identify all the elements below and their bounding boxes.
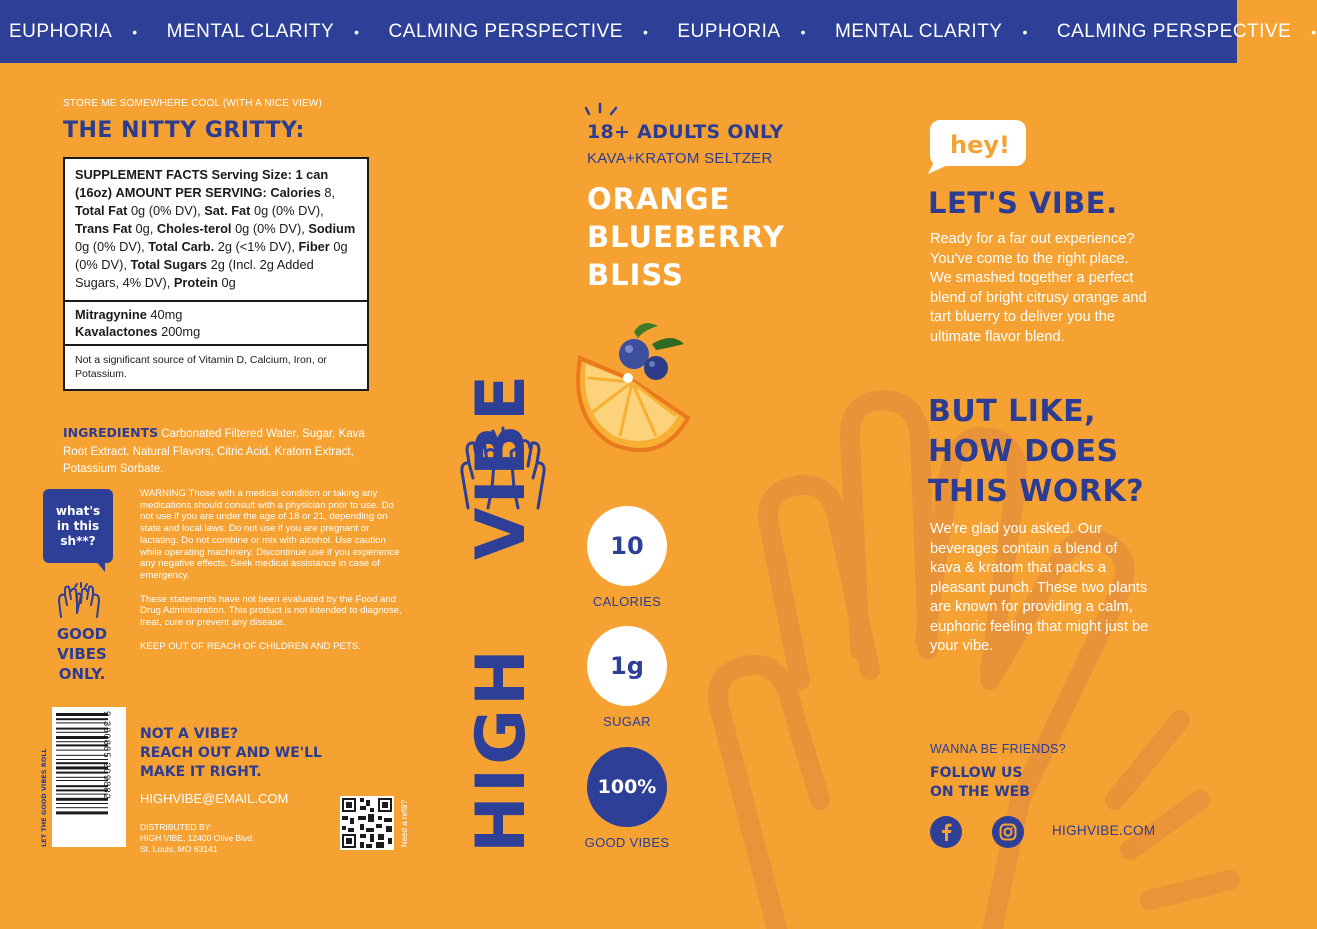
high-five-small-icon xyxy=(55,583,103,619)
banner-item: EUPHORIA xyxy=(677,20,781,42)
whats-line: sh**? xyxy=(60,533,96,548)
cholesterol-value: 0g (0% DV) xyxy=(235,221,302,236)
serving-size-value: 1 can (16oz) xyxy=(75,167,329,200)
sat-fat-label: Sat. Fat xyxy=(204,203,251,218)
follow-line: ON THE WEB xyxy=(930,784,1030,800)
distrib-line: DISTRIBUTED BY: xyxy=(140,822,213,832)
barcode xyxy=(40,707,128,849)
logo-word-high: HIGH xyxy=(461,646,541,853)
mitragynine-value: 40mg xyxy=(150,307,183,322)
calories-label: Calories xyxy=(270,185,321,200)
sugars-label: Total Sugars xyxy=(130,257,208,272)
not-a-vibe-line: MAKE IT RIGHT. xyxy=(140,764,262,780)
hey-text: hey! xyxy=(950,131,1010,159)
banner-item: EUPHORIA xyxy=(9,20,113,42)
carb-label: Total Carb. xyxy=(148,239,215,254)
flavor-line: ORANGE xyxy=(587,182,731,216)
distributor-info xyxy=(140,822,254,855)
need-refill-note: Need a refill? xyxy=(400,800,409,848)
kavalactones-label: Kavalactones xyxy=(75,324,158,339)
banner-separator: • xyxy=(1022,23,1028,40)
cholesterol-label: Choles-terol xyxy=(156,221,232,236)
banner-separator: • xyxy=(354,23,360,40)
not-a-vibe-message xyxy=(140,725,400,782)
barcode-graphic xyxy=(40,707,128,849)
storage-note: STORE ME SOMEWHERE COOL (WITH A NICE VIEW) xyxy=(63,98,322,109)
mitragynine-label: Mitragynine xyxy=(75,307,147,322)
qr-code-icon[interactable] xyxy=(340,796,394,850)
lets-vibe-heading: LET'S VIBE. xyxy=(928,186,1118,220)
nitty-gritty-heading: THE NITTY GRITTY: xyxy=(63,118,305,143)
facts-title: SUPPLEMENT FACTS xyxy=(75,167,208,182)
flavor-name xyxy=(587,180,847,294)
sat-fat-value: 0g (0% DV) xyxy=(254,203,321,218)
banner-item: CALMING PERSPECTIVE xyxy=(1056,20,1292,42)
follow-us xyxy=(930,764,1030,802)
not-a-vibe-line: REACH OUT AND WE'LL xyxy=(140,745,322,761)
website-link[interactable]: HIGHVIBE.COM xyxy=(1052,823,1156,838)
sodium-label: Sodium xyxy=(308,221,356,236)
how-line: BUT LIKE, xyxy=(928,394,1097,429)
banner-item: CALMING PERSPECTIVE xyxy=(388,20,623,42)
wanna-be-friends: WANNA BE FRIENDS? xyxy=(930,742,1066,756)
not-a-vibe-line: NOT A VIBE? xyxy=(140,726,239,742)
barcode-number: 9 380885 209882 xyxy=(101,711,112,800)
sparkle-icon xyxy=(584,100,624,120)
supplement-facts-panel xyxy=(63,157,369,391)
banner-separator: • xyxy=(800,23,806,40)
whats-line: what's xyxy=(55,503,101,518)
banner-separator: • xyxy=(1311,23,1317,40)
gvo-line: VIBES xyxy=(57,645,107,663)
flavor-line: BLISS xyxy=(587,258,684,292)
stat-circle: 1g xyxy=(587,626,667,706)
ingredients-label: INGREDIENTS xyxy=(63,425,159,440)
flavor-line: BLUEBERRY xyxy=(587,220,785,254)
amount-per-serving: AMOUNT PER SERVING: xyxy=(115,185,267,200)
banner-item: MENTAL CLARITY xyxy=(835,20,1003,42)
kavalactones-value: 200mg xyxy=(161,324,201,339)
good-vibes-only xyxy=(40,624,124,684)
instagram-icon[interactable] xyxy=(992,816,1024,848)
orange-blueberry-illustration xyxy=(572,318,692,454)
explanation-paragraph: We're glad you asked. Our beverages contain a blend of kava & kratom that packs a pleasant punch. These two plants are known for providing a calm, euphoric feeling that might just be your vibe. xyxy=(930,521,1149,654)
sugars-value: 2g (Incl. 2g Added Sugars, 4% DV) xyxy=(75,257,314,290)
fiber-label: Fiber xyxy=(298,239,330,254)
stat-circle: 100% xyxy=(587,747,667,827)
facts-footnote: Not a significant source of Vitamin D, Calcium, Iron, or Potassium. xyxy=(75,354,327,380)
fiber-value: 0g (0% DV) xyxy=(75,239,348,272)
serving-size-label: Serving Size: xyxy=(211,167,292,182)
keep-out-paragraph: KEEP OUT OF REACH OF CHILDREN AND PETS. xyxy=(140,640,361,652)
stat-circle: 10 xyxy=(587,506,667,586)
ingredients-text: Carbonated Filtered Water, Sugar, Kava Root Extract, Natural Flavors, Citric Acid, Kratom Extract, Potassium Sorbate. xyxy=(63,428,365,475)
top-banner xyxy=(0,0,1317,63)
warning-text xyxy=(140,488,402,664)
distrib-line: HIGH VIBE, 12400 Olive Blvd. xyxy=(140,833,255,843)
follow-line: FOLLOW US xyxy=(930,765,1023,781)
banner-separator: • xyxy=(132,23,138,40)
product-type: KAVA+KRATOM SELTZER xyxy=(587,150,773,167)
trans-fat-value: 0g xyxy=(135,221,150,236)
calories-value: 8 xyxy=(324,185,332,200)
speech-bubble-tail xyxy=(95,560,105,572)
stat-label: GOOD VIBES xyxy=(584,835,670,850)
trans-fat-label: Trans Fat xyxy=(75,221,132,236)
whats-in-this-bubble xyxy=(43,489,113,563)
carb-value: 2g (<1% DV) xyxy=(217,239,292,254)
adults-only-label: 18+ ADULTS ONLY xyxy=(587,121,784,143)
banner-separator: • xyxy=(642,23,649,40)
facts-nutrients: SUPPLEMENT FACTS Serving Size: 1 can (16oz) AMOUNT PER SERVING: Calories 8, Total Fat 0g (0% DV), Sat. Fat 0g (0% DV), Trans Fat 0g, Choles-terol 0g (0% DV), Sodium 0g (0% DV), Total Carb. 2g (<1% DV), Fiber 0g (0% DV), Total Sugars 2g (Incl. 2g Added Sugars, 4% DV), Protein 0g xyxy=(65,159,367,302)
contact-email[interactable]: HIGHVIBE@EMAIL.COM xyxy=(140,791,289,806)
facebook-icon[interactable] xyxy=(930,816,962,848)
protein-label: Protein xyxy=(173,275,218,290)
protein-value: 0g xyxy=(221,275,236,290)
gvo-line: ONLY. xyxy=(58,665,106,683)
high-five-icon xyxy=(458,428,548,512)
facts-actives xyxy=(65,302,367,346)
total-fat-label: Total Fat xyxy=(75,203,128,218)
total-fat-value: 0g (0% DV) xyxy=(130,203,198,218)
stat-label: CALORIES xyxy=(592,594,662,609)
barcode-tagline: LET THE GOOD VIBES ROLL xyxy=(40,748,48,847)
fda-paragraph: These statements have not been evaluated by the Food and Drug Administration. This product is not intended to diagnose, treat, cure or prevent any disease. xyxy=(140,593,402,629)
ingredients xyxy=(63,424,383,479)
distrib-line: St. Louis, MO 63141 xyxy=(140,844,218,854)
how-does-this-work-heading xyxy=(928,392,1208,512)
banner-item: MENTAL CLARITY xyxy=(166,20,335,42)
gvo-line: GOOD xyxy=(56,625,108,643)
whats-line: in this xyxy=(56,518,100,533)
logo-word-vibe: VIBE xyxy=(461,371,541,561)
sodium-value: 0g (0% DV) xyxy=(75,239,142,254)
how-line: HOW DOES xyxy=(928,434,1119,469)
stat-label: SUGAR xyxy=(603,714,651,729)
intro-paragraph: Ready for a far out experience? You've come to the right place. We smashed together a perfect blend of bright citrusy orange and tart bluerry to deliver you the ultimate flavor blend. xyxy=(930,231,1147,345)
how-line: THIS WORK? xyxy=(928,474,1145,509)
warning-paragraph: WARNING Those with a medical condition or taking any medications should consult with a physician prior to use. Do not use if you are under the age of 18 or 21, depending on state and local laws. Do not use if you are pregnant or lactating. Do not combine or mix with alcohol. Use caution while operating machinery. Discontinue use if you experience any negative effects. Seek medical assistance in case of emergency. xyxy=(140,488,400,581)
